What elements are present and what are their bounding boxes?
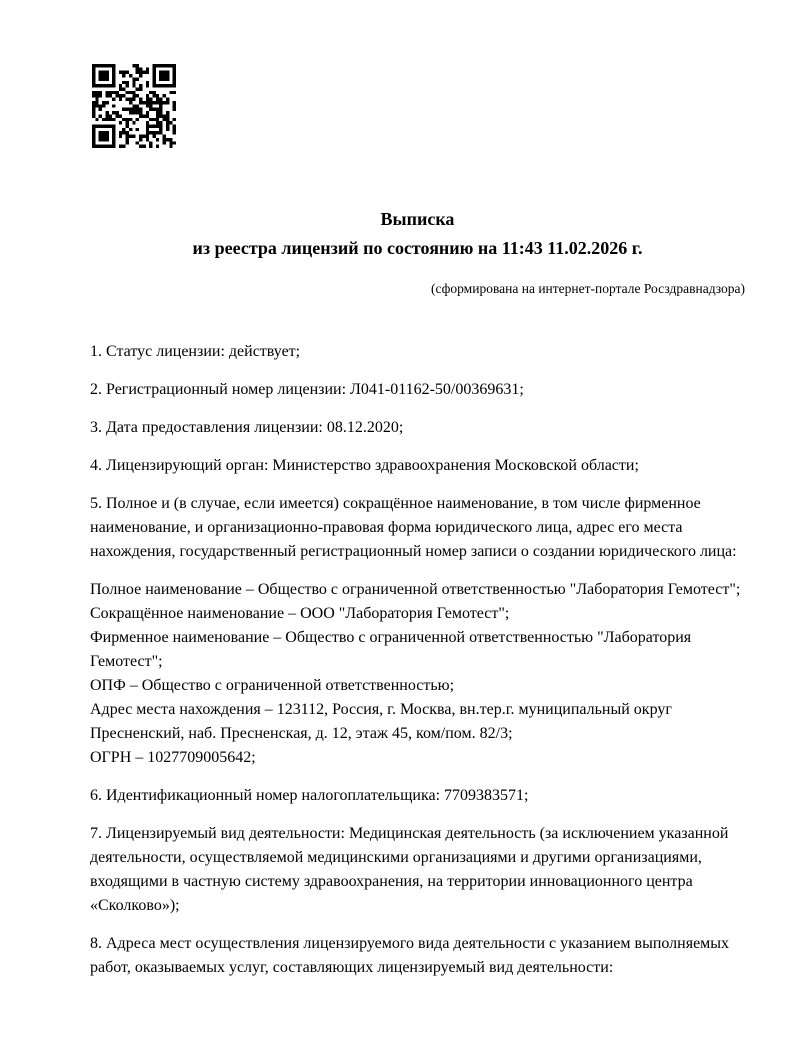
- title-line-2: из реестра лицензий по состоянию на 11:43 11.02.2026 г.: [192, 238, 643, 258]
- document-title: [90, 205, 745, 263]
- company-details-block: [90, 578, 745, 770]
- document-body: [90, 340, 745, 980]
- company-address: Адрес места нахождения – 123112, Россия, г. Москва, вн.тер.г. муниципальный округ Пресненский, наб. Пресненская, д. 12, этаж 45, ком/пом. 82/3;: [90, 701, 672, 742]
- item-7-licensed-activity: 7. Лицензируемый вид деятельности: Медицинская деятельность (за исключением указанной деятельности, осуществляемой медицинскими организациями и другими организациями, входящими в частную систему здравоохранения, на территории инновационного центра «Сколково»);: [90, 825, 729, 914]
- item-3-grant-date: 3. Дата предоставления лицензии: 08.12.2020;: [90, 419, 404, 436]
- item-1-license-status: 1. Статус лицензии: действует;: [90, 343, 301, 360]
- company-ogrn: ОГРН – 1027709005642;: [90, 749, 256, 766]
- title-line-1: Выписка: [380, 209, 455, 229]
- document-subtitle: (сформирована на интернет-портале Росздравнадзора): [430, 281, 745, 296]
- company-full-name: Полное наименование – Общество с ограниченной ответственностью "Лаборатория Гемотест";: [90, 581, 741, 598]
- company-legal-form: ОПФ – Общество с ограниченной ответственностью;: [90, 677, 455, 694]
- item-5-company-info-heading: 5. Полное и (в случае, если имеется) сокращённое наименование, в том числе фирменное наименование, и организационно-правовая форма юридического лица, адрес его места нахождения, государственный регистрационный номер записи о создании юридического лица:: [90, 495, 737, 560]
- company-short-name: Сокращённое наименование – ООО "Лаборатория Гемотест";: [90, 605, 510, 622]
- item-6-taxpayer-number: 6. Идентификационный номер налогоплательщика: 7709383571;: [90, 787, 529, 804]
- item-2-registration-number: 2. Регистрационный номер лицензии: Л041-01162-50/00369631;: [90, 381, 524, 398]
- item-8-activity-addresses: 8. Адреса мест осуществления лицензируемого вида деятельности с указанием выполняемых работ, оказываемых услуг, составляющих лицензируемый вид деятельности:: [90, 935, 730, 976]
- document-content: [90, 0, 745, 994]
- company-brand-name: Фирменное наименование – Общество с ограниченной ответственностью "Лаборатория Гемотест";: [90, 629, 692, 670]
- item-4-licensing-authority: 4. Лицензирующий орган: Министерство здравоохранения Московской области;: [90, 457, 639, 474]
